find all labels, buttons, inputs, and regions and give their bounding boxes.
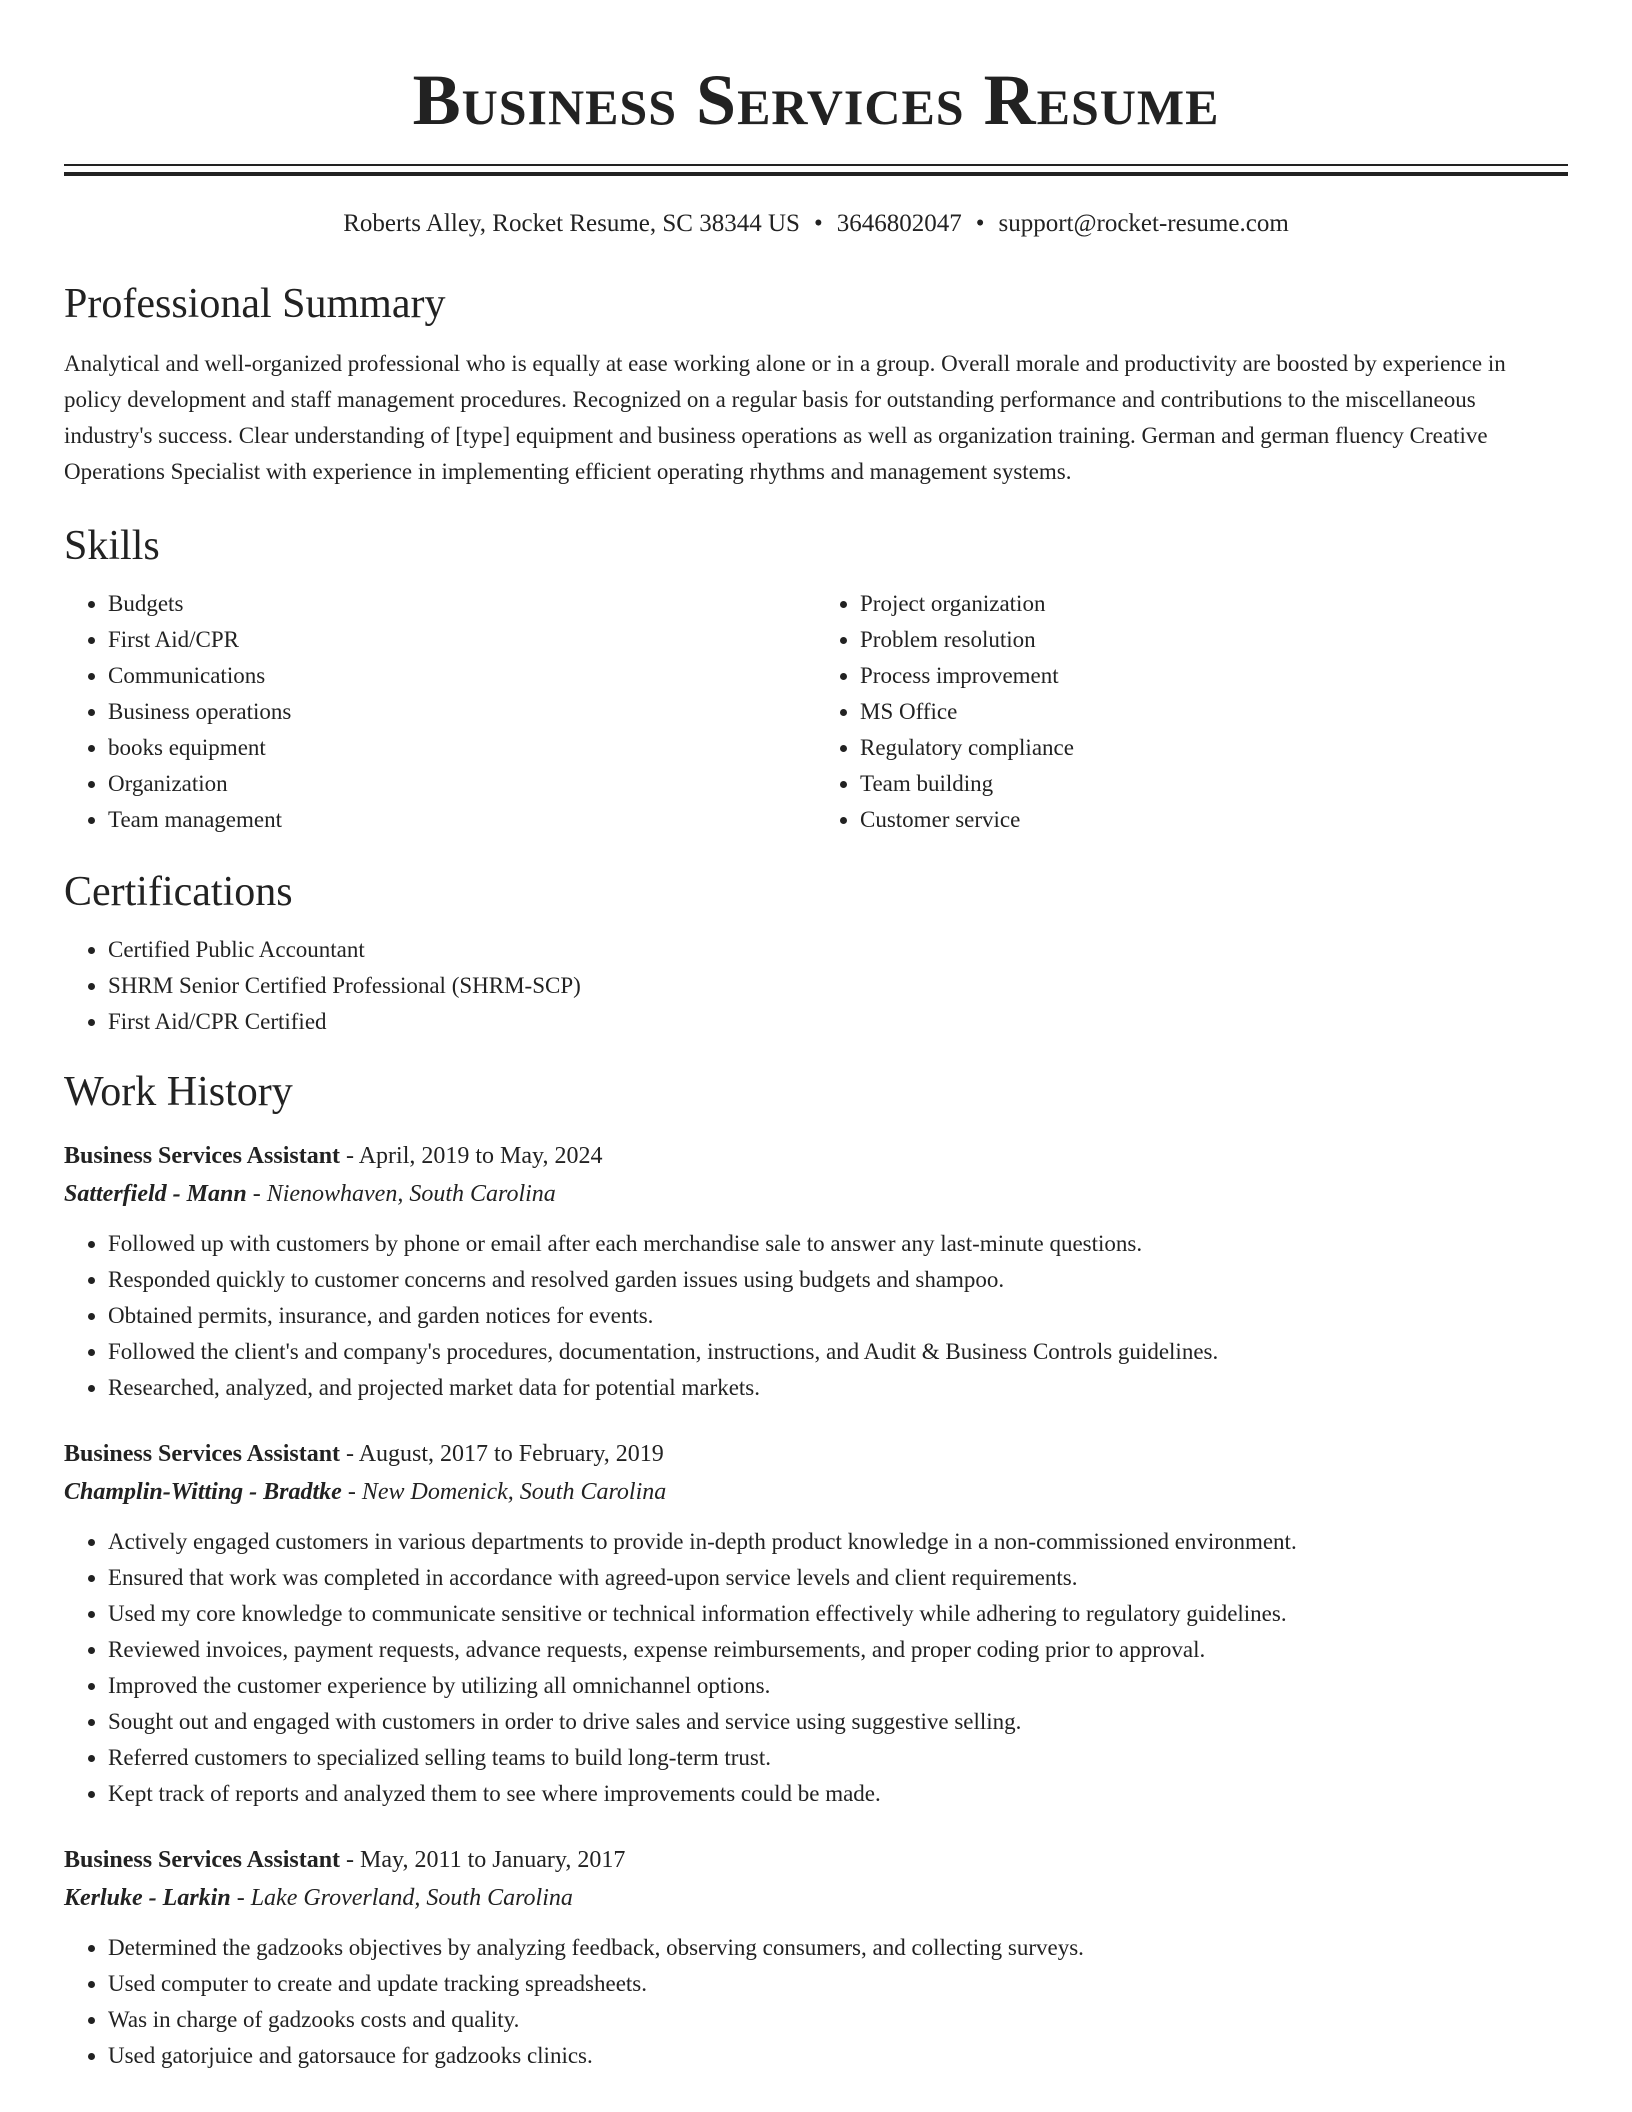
job-entry xyxy=(64,1842,1568,2074)
certifications-list xyxy=(64,932,1568,1040)
job-bullet: • Improved the customer experience by utilizing all omnichannel options. xyxy=(108,1668,1568,1704)
job-bullet: • Responded quickly to customer concerns and resolved garden issues using budgets and shampoo. xyxy=(108,1262,1568,1298)
job-bullet: • Determined the gadzooks objectives by analyzing feedback, observing consumers, and collecting surveys. xyxy=(108,1930,1568,1966)
job-position: Business Services Assistant xyxy=(64,1441,341,1467)
job-company-line xyxy=(64,1174,1568,1214)
contact-line xyxy=(64,206,1568,242)
job-dash: - xyxy=(340,1441,359,1467)
certification-item: • Certified Public Accountant xyxy=(108,932,1568,968)
certifications-section xyxy=(64,866,1568,1040)
job-entry xyxy=(64,1436,1568,1812)
job-company: Champlin-Witting - Bradtke xyxy=(64,1479,342,1505)
job-company: Kerluke - Larkin xyxy=(64,1885,231,1911)
skill-item: • First Aid/CPR xyxy=(108,622,816,658)
job-bullet: • Followed the client's and company's procedures, documentation, instructions, and Audit & Business Controls guidelines. xyxy=(108,1334,1568,1370)
job-dash: - xyxy=(340,1143,359,1169)
skill-item: • Team management xyxy=(108,802,816,838)
contact-address: Roberts Alley, Rocket Resume, SC 38344 US xyxy=(343,210,800,237)
job-company-line xyxy=(64,1472,1568,1512)
skills-columns xyxy=(64,586,1568,838)
resume-page xyxy=(64,0,1568,2074)
skill-item: • Organization xyxy=(108,766,816,802)
job-location: Lake Groverland, South Carolina xyxy=(250,1885,573,1911)
work-history-heading: Work History xyxy=(64,1069,293,1115)
job-bullets xyxy=(64,1524,1568,1812)
job-dates: August, 2017 to February, 2019 xyxy=(358,1441,664,1467)
resume-title: Business Services Resume xyxy=(412,60,1220,140)
job-bullet: • Ensured that work was completed in accordance with agreed-upon service levels and client requirements. xyxy=(108,1560,1568,1596)
job-bullet: • Used computer to create and update tracking spreadsheets. xyxy=(108,1966,1568,2002)
certifications-heading: Certifications xyxy=(64,869,293,915)
skill-item: • Customer service xyxy=(860,802,1568,838)
skills-list-right xyxy=(816,586,1568,838)
skill-item: • Budgets xyxy=(108,586,816,622)
job-bullet: • Obtained permits, insurance, and garden notices for events. xyxy=(108,1298,1568,1334)
job-dates: April, 2019 to May, 2024 xyxy=(358,1143,603,1169)
job-bullet: • Researched, analyzed, and projected market data for potential markets. xyxy=(108,1370,1568,1406)
skill-item: • MS Office xyxy=(860,694,1568,730)
skill-item: • Problem resolution xyxy=(860,622,1568,658)
job-bullet: • Sought out and engaged with customers in order to drive sales and service using suggestive selling. xyxy=(108,1704,1568,1740)
job-location: Nienowhaven, South Carolina xyxy=(266,1181,556,1207)
title-rule-thick xyxy=(64,172,1568,176)
job-dates: May, 2011 to January, 2017 xyxy=(360,1847,626,1873)
job-bullet: • Was in charge of gadzooks costs and quality. xyxy=(108,2002,1568,2038)
job-position: Business Services Assistant xyxy=(64,1847,341,1873)
job-dash: - xyxy=(230,1885,251,1911)
job-company-line xyxy=(64,1878,1568,1918)
job-title-line xyxy=(64,1436,1568,1472)
job-bullets xyxy=(64,1930,1568,2074)
certification-item: • First Aid/CPR Certified xyxy=(108,1004,1568,1040)
summary-section xyxy=(64,278,1568,490)
contact-phone: 3646802047 xyxy=(836,210,962,237)
job-company: Satterfield - Mann xyxy=(64,1181,247,1207)
skill-item: • books equipment xyxy=(108,730,816,766)
job-dash: - xyxy=(341,1479,362,1505)
skills-list-left xyxy=(64,586,816,838)
job-bullet: • Referred customers to specialized selling teams to build long-term trust. xyxy=(108,1740,1568,1776)
skill-item: • Process improvement xyxy=(860,658,1568,694)
skill-item: • Project organization xyxy=(860,586,1568,622)
skills-section xyxy=(64,520,1568,838)
job-bullet: • Actively engaged customers in various departments to provide in-depth product knowledge in a non-commissioned environment. xyxy=(108,1524,1568,1560)
skill-item: • Team building xyxy=(860,766,1568,802)
title-rule-thin xyxy=(64,164,1568,166)
work-history-section xyxy=(64,1066,1568,2074)
job-bullet: • Followed up with customers by phone or email after each merchandise sale to answer any last-minute questions. xyxy=(108,1226,1568,1262)
job-title-line xyxy=(64,1842,1568,1878)
summary-text: Analytical and well-organized professional who is equally at ease working alone or in a group. Overall morale and productivity are boosted by experience in policy development and staff management procedures. Recognized on a regular basis for outstanding performance and contributions to the miscellaneous industry's success. Clear understanding of [type] equipment and business operations as well as organization training. German and german fluency Creative Operations Specialist with experience in implementing efficient operating rhythms and management systems. xyxy=(64,351,1506,484)
contact-email: support@rocket-resume.com xyxy=(998,210,1289,237)
job-bullet: • Used my core knowledge to communicate sensitive or technical information effectively while adhering to regulatory guidelines. xyxy=(108,1596,1568,1632)
job-location: New Domenick, South Carolina xyxy=(361,1479,667,1505)
skills-heading: Skills xyxy=(64,523,160,569)
job-entry xyxy=(64,1138,1568,1406)
job-title-line xyxy=(64,1138,1568,1174)
job-bullet: • Used gatorjuice and gatorsauce for gadzooks clinics. xyxy=(108,2038,1568,2074)
summary-heading: Professional Summary xyxy=(64,281,446,327)
job-dash: - xyxy=(340,1847,361,1873)
job-bullet: • Kept track of reports and analyzed them to see where improvements could be made. xyxy=(108,1776,1568,1812)
job-position: Business Services Assistant xyxy=(64,1143,341,1169)
skill-item: • Regulatory compliance xyxy=(860,730,1568,766)
job-bullets xyxy=(64,1226,1568,1406)
job-dash: - xyxy=(246,1181,267,1207)
job-bullet: • Reviewed invoices, payment requests, advance requests, expense reimbursements, and proper coding prior to approval. xyxy=(108,1632,1568,1668)
skill-item: • Business operations xyxy=(108,694,816,730)
certification-item: • SHRM Senior Certified Professional (SHRM-SCP) xyxy=(108,968,1568,1004)
contact-separator: • xyxy=(975,210,985,237)
skill-item: • Communications xyxy=(108,658,816,694)
contact-separator: • xyxy=(813,210,823,237)
